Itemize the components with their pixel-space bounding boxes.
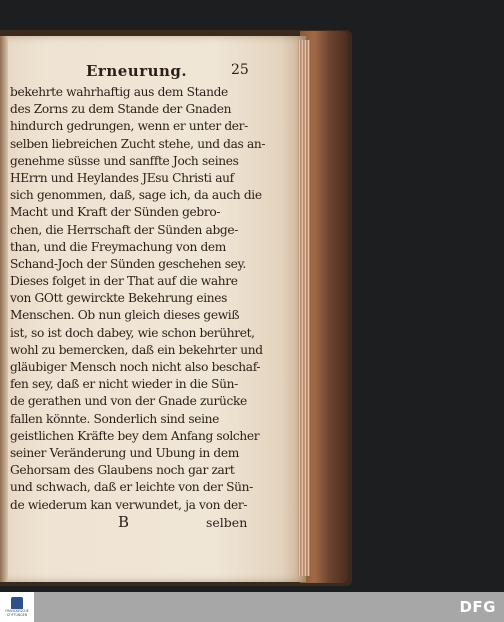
text-line: seiner Veränderung und Ubung in dem [10, 445, 239, 460]
logo-text: FRANCKESCHE STIFTUNGEN [5, 608, 29, 617]
footer-bar [0, 592, 504, 622]
running-head: Erneurung. [86, 62, 188, 80]
text-line: bekehrte wahrhaftig aus dem Stande [10, 85, 228, 99]
text-line: sich genommen, daß, sage ich, da auch die [10, 188, 262, 203]
page-number: 25 [231, 62, 249, 78]
page-text-block [10, 62, 266, 533]
text-line: fen sey, daß er nicht wieder in die Sün- [10, 377, 238, 392]
text-line: Gehorsam des Glaubens noch gar zart [10, 463, 235, 478]
page-edges [298, 40, 310, 576]
text-line: gläubiger Mensch noch nicht also beschaf- [10, 360, 261, 374]
page-footer [10, 513, 250, 533]
dfg-logo[interactable]: DFG [459, 598, 496, 616]
text-line: Macht und Kraft der Sünden gebro- [10, 205, 221, 220]
text-line: fallen könnte. Sonderlich sind seine [10, 411, 220, 426]
text-line: ist, so ist doch dabey, wie schon berühret, [10, 325, 255, 340]
institution-logo[interactable] [0, 592, 34, 622]
text-line: HErrn und Heylandes JEsu Christi auf [10, 170, 234, 185]
text-line: des Zorns zu dem Stande der Gnaden [10, 102, 232, 117]
orphanage-building-icon [11, 597, 23, 609]
page-header [10, 62, 250, 84]
page-gutter [0, 36, 8, 582]
text-line: von GOtt gewirckte Bekehrung eines [10, 291, 228, 306]
text-line: Dieses folget in der That auf die wahre [10, 274, 238, 289]
signature-mark: B [118, 512, 130, 531]
text-line: de wiederum kan verwundet, ja von der- [10, 497, 248, 512]
text-line: wohl zu bemercken, daß ein bekehrter und [10, 342, 263, 357]
text-line: geistlichen Kräfte bey dem Anfang solcher [10, 428, 260, 443]
text-line: genehme süsse und sanffte Joch seines [10, 153, 239, 168]
text-line: than, und die Freymachung von dem [10, 239, 226, 254]
text-line: chen, die Herrschaft der Sünden abge- [10, 222, 238, 237]
text-line: selben liebreichen Zucht stehe, und das an- [10, 136, 266, 151]
body-text [10, 84, 266, 514]
text-line: Schand-Joch der Sünden geschehen sey. [10, 256, 246, 271]
text-line: und schwach, daß er leichte von der Sün- [10, 480, 253, 495]
text-line: de gerathen und von der Gnade zurücke [10, 394, 247, 409]
catchword: selben [206, 514, 248, 530]
text-line: Menschen. Ob nun gleich dieses gewiß [10, 308, 240, 323]
text-line: hindurch gedrungen, wenn er unter der- [10, 119, 248, 134]
